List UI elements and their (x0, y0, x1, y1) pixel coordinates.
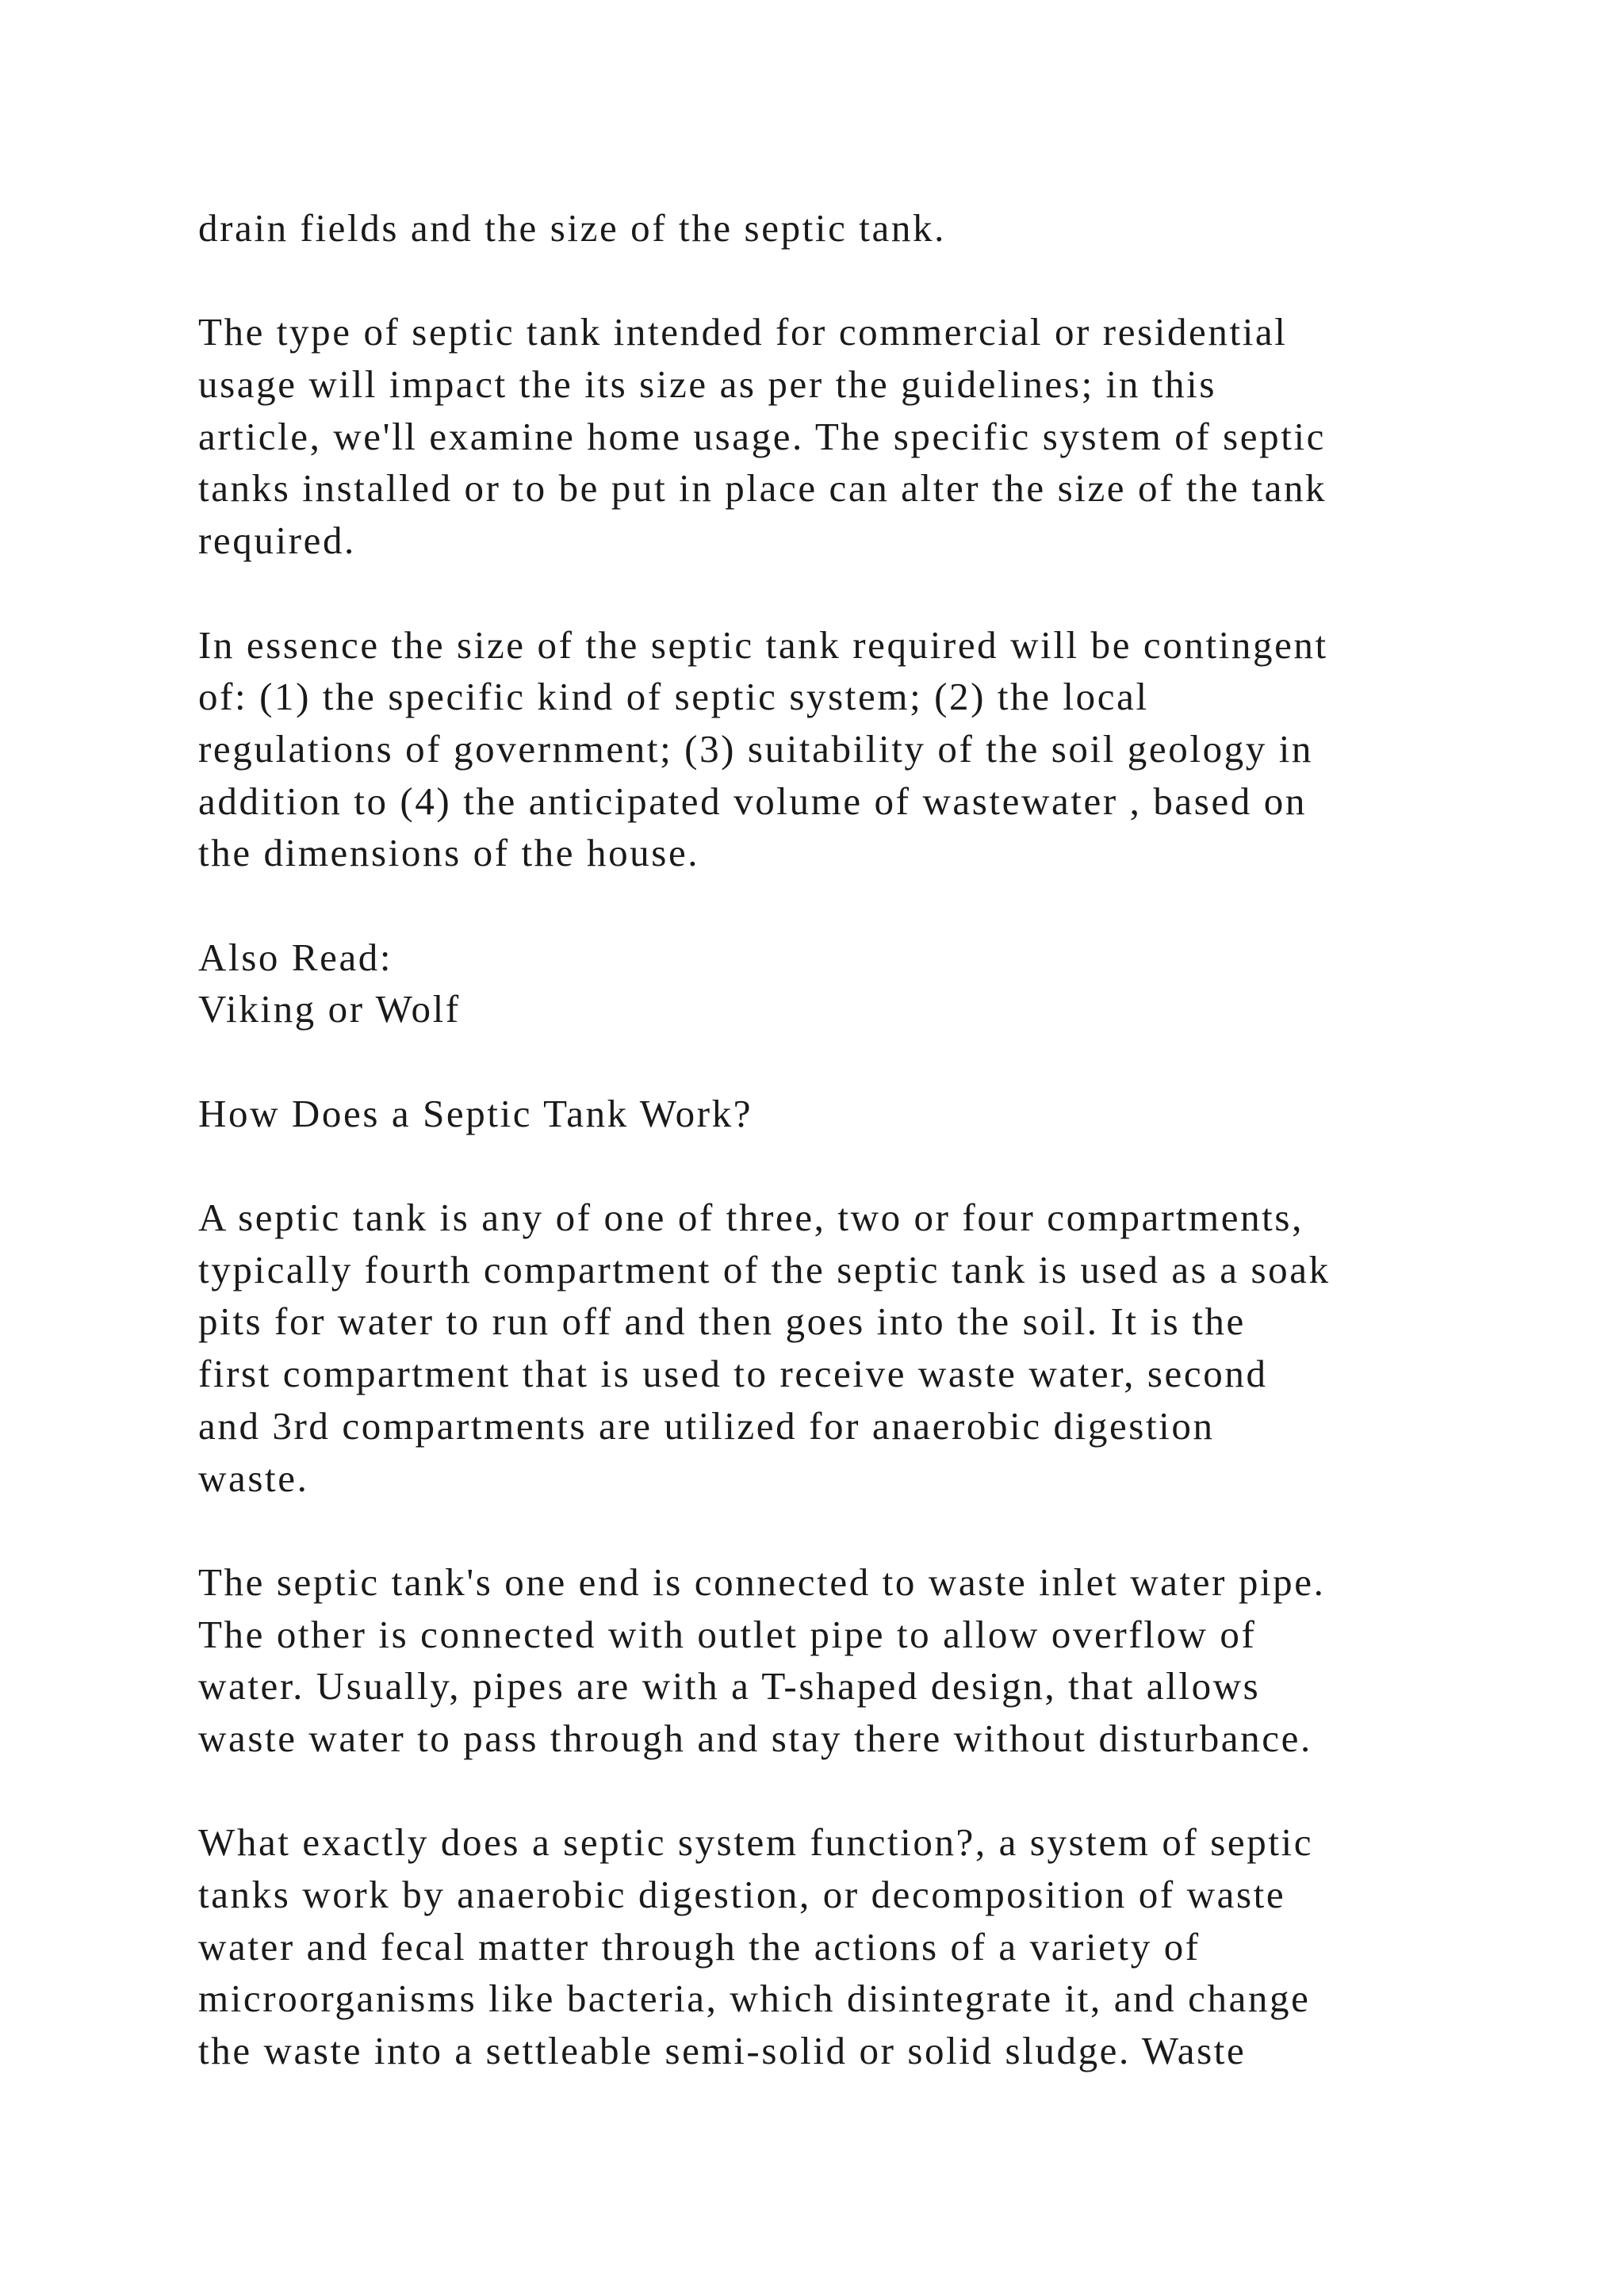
text-line: microorganisms like bacteria, which disintegrate it, and change (198, 1976, 1311, 2021)
paragraph-function (198, 1816, 1467, 2076)
text-line: water and fecal matter through the actions of a variety of (198, 1924, 1201, 1969)
text-line: first compartment that is used to receive waste water, second (198, 1352, 1268, 1396)
text-line: In essence the size of the septic tank required will be contingent (198, 622, 1328, 667)
also-read-label: Also Read: (198, 935, 393, 979)
section-heading (198, 1088, 1467, 1140)
text-line: waste. (198, 1456, 309, 1500)
text-line: The other is connected with outlet pipe to allow overflow of (198, 1612, 1257, 1656)
text-line: tanks work by anaerobic digestion, or decomposition of waste (198, 1873, 1286, 1916)
text-line: water. Usually, pipes are with a T-shaped design, that allows (198, 1664, 1261, 1709)
text-line: What exactly does a septic system function?, a system of septic (198, 1820, 1314, 1865)
text-line: The septic tank's one end is connected to waste inlet water pipe. (198, 1559, 1326, 1604)
text-line: pits for water to run off and then goes into the soil. It is the (198, 1299, 1246, 1344)
paragraph-pipes (198, 1556, 1467, 1765)
heading-text: How Does a Septic Tank Work? (198, 1091, 753, 1135)
text-line: usage will impact the its size as per the guidelines; in this (198, 362, 1216, 407)
document-page (198, 202, 1467, 2077)
text-line: tanks installed or to be put in place can alter the size of the tank (198, 466, 1327, 511)
paragraph-tank-type (198, 306, 1467, 566)
text-line: The type of septic tank intended for commercial or residential (198, 310, 1288, 354)
text-line: required. (198, 519, 356, 563)
text-line: typically fourth compartment of the septic tank is used as a soak (198, 1247, 1331, 1292)
text-line: article, we'll examine home usage. The specific system of septic (198, 414, 1327, 458)
paragraph-compartments (198, 1192, 1467, 1504)
text-line: of: (1) the specific kind of septic system; (2) the local (198, 675, 1149, 719)
text-line: the waste into a settleable semi-solid or solid sludge. Waste (198, 2029, 1247, 2073)
text-line: regulations of government; (3) suitability of the soil geology in (198, 726, 1314, 771)
text-line: waste water to pass through and stay there without disturbance. (198, 1716, 1312, 1760)
paragraph-size-factors (198, 619, 1467, 879)
text-line: and 3rd compartments are utilized for anaerobic digestion (198, 1403, 1215, 1448)
text-line: A septic tank is any of one of three, two or four compartments, (198, 1196, 1304, 1240)
text-line: addition to (4) the anticipated volume of wastewater , based on (198, 779, 1307, 823)
text-line: drain fields and the size of the septic tank. (198, 206, 946, 250)
paragraph-drain-fields (198, 202, 1467, 254)
also-read-block (198, 932, 1467, 1035)
text-line: the dimensions of the house. (198, 831, 700, 875)
also-read-link[interactable]: Viking or Wolf (198, 987, 461, 1031)
